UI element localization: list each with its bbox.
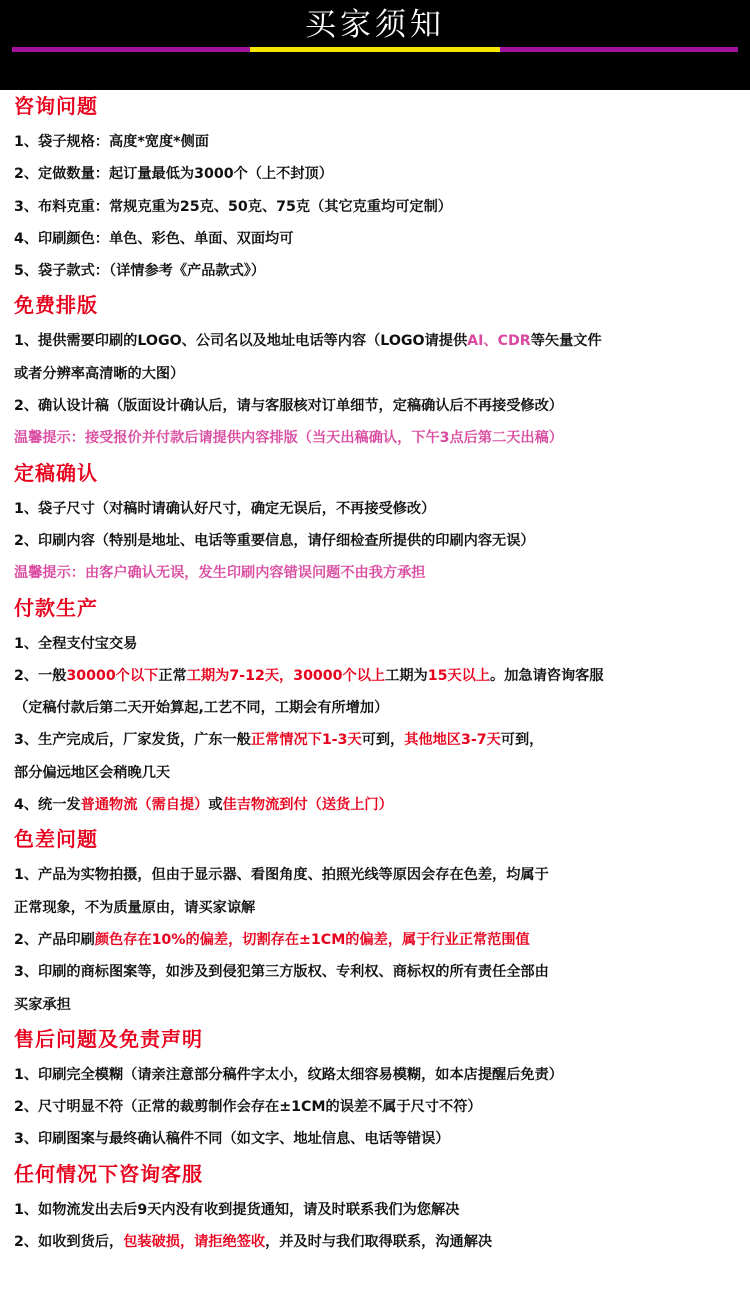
line-text: 2、印刷内容（特别是地址、电话等重要信息，请仔细检查所提供的印刷内容无误） [14, 532, 535, 549]
line-text: 2、一般 [14, 667, 67, 684]
notice-content [0, 92, 750, 1258]
notice-line [14, 1123, 736, 1155]
line-text: 可到， [500, 732, 544, 749]
highlight-text: 工期为7-12天，30000个以上 [186, 667, 386, 684]
notice-line [14, 924, 736, 956]
line-text: 1、印刷完全模糊（请亲注意部分稿件字太小，纹路太细容易模糊，如本店提醒后免责） [14, 1066, 563, 1083]
line-text: 2、如收到货后， [14, 1234, 124, 1251]
line-text: 1、袋子规格：高度*宽度*侧面 [14, 134, 209, 150]
section [14, 291, 736, 454]
line-text: 1、袋子尺寸（对稿时请确认好尺寸，确定无误后，不再接受修改） [14, 500, 436, 517]
notice-line [14, 956, 736, 988]
notice-line [14, 757, 736, 789]
section [14, 594, 736, 822]
line-text: 2、定做数量：起订量最低为3000个（上不封顶） [14, 166, 333, 183]
notice-line [14, 493, 736, 525]
header-divider-left [12, 47, 250, 52]
tip-line [14, 557, 736, 589]
line-text: 2、确认设计稿（版面设计确认后，请与客服核对订单细节，定稿确认后不再接受修改） [14, 398, 563, 415]
line-text: 4、统一发 [14, 797, 81, 814]
section-title: 售后问题及免责声明 [14, 1026, 203, 1051]
notice-line [14, 1091, 736, 1123]
highlight-text: AI、CDR [467, 333, 531, 350]
section [14, 1025, 736, 1156]
notice-line [14, 358, 736, 390]
section-title: 色差问题 [14, 827, 98, 852]
line-text: 3、印刷图案与最终确认稿件不同（如文字、地址信息、电话等错误） [14, 1131, 450, 1148]
notice-line [14, 892, 736, 924]
highlight-text: 包装破损，请拒绝签收 [123, 1234, 266, 1251]
notice-line [14, 789, 736, 821]
line-text: 或者分辨率高清晰的大图） [14, 365, 185, 382]
section-title: 任何情况下咨询客服 [14, 1161, 203, 1186]
highlight-text: 佳吉物流到付（送货上门） [222, 797, 393, 814]
line-text: 正常 [158, 667, 187, 684]
line-text: 3、布料克重：常规克重为25克、50克、75克（其它克重均可定制） [14, 198, 452, 215]
section-title: 付款生产 [14, 595, 98, 620]
notice-line [14, 158, 736, 190]
section [14, 825, 736, 1020]
line-text: 工期为 [385, 667, 428, 684]
page-title: 买家须知 [305, 7, 445, 43]
page-header [0, 0, 750, 90]
line-text: 3、印刷的商标图案等，如涉及到侵犯第三方版权、专利权、商标权的所有责任全部由 [14, 964, 549, 981]
notice-line [14, 390, 736, 422]
highlight-text: 普通物流（需自提） [80, 797, 209, 814]
line-text: 可到， [361, 732, 405, 749]
notice-line [14, 223, 736, 255]
highlight-text: 其他地区3-7天 [404, 732, 501, 749]
section [14, 459, 736, 590]
section-title: 免费排版 [14, 293, 98, 318]
notice-line [14, 255, 736, 287]
line-text: 部分偏远地区会稍晚几天 [14, 764, 171, 781]
header-divider-center [250, 47, 500, 52]
highlight-text: 15天以上 [427, 667, 491, 684]
notice-line [14, 1059, 736, 1091]
notice-line [14, 1226, 736, 1258]
header-divider-right [500, 47, 738, 52]
line-text: 5、袋子款式：（详情参考《产品款式》） [14, 263, 266, 280]
notice-line [14, 1194, 736, 1226]
notice-line [14, 692, 736, 724]
line-text: 买家承担 [14, 996, 71, 1013]
line-text: 1、全程支付宝交易 [14, 635, 138, 652]
line-text: ，并及时与我们取得联系，沟通解决 [265, 1234, 493, 1251]
line-text: 温馨提示：由客户确认无误，发生印刷内容错误问题不由我方承担 [14, 565, 426, 582]
line-text: 温馨提示：接受报价并付款后请提供内容排版（当天出稿确认，下午3点后第二天出稿） [14, 430, 563, 447]
notice-line [14, 660, 736, 692]
section-title: 定稿确认 [14, 460, 98, 485]
line-text: 1、提供需要印刷的LOGO、公司名以及地址电话等内容（LOGO请提供 [14, 333, 468, 350]
notice-line [14, 989, 736, 1021]
line-text: 正常现象，不为质量原由，请买家谅解 [14, 899, 256, 916]
highlight-text: 颜色存在10%的偏差，切割存在±1CM的偏差，属于行业正常范围值 [94, 931, 530, 948]
line-text: 3、生产完成后，厂家发货，广东一般 [14, 732, 251, 749]
highlight-text: 30000个以下 [66, 667, 159, 684]
notice-line [14, 525, 736, 557]
line-text: 等矢量文件 [530, 333, 602, 350]
line-text: 。加急请咨询客服 [490, 667, 604, 684]
line-text: （定稿付款后第二天开始算起,工艺不同，工期会有所增加） [14, 700, 389, 717]
notice-line [14, 325, 736, 357]
section [14, 92, 736, 287]
line-text: 1、产品为实物拍摄，但由于显示器、看图角度、拍照光线等原因会存在色差，均属于 [14, 867, 549, 884]
line-text: 或 [208, 797, 223, 814]
notice-line [14, 126, 736, 158]
section [14, 1160, 736, 1259]
line-text: 2、产品印刷 [14, 931, 95, 948]
tip-line [14, 422, 736, 454]
line-text: 1、如物流发出去后9天内没有收到提货通知，请及时联系我们为您解决 [14, 1201, 460, 1218]
notice-line [14, 859, 736, 891]
line-text: 2、尺寸明显不符（正常的裁剪制作会存在±1CM的误差不属于尺寸不符） [14, 1099, 482, 1116]
line-text: 4、印刷颜色：单色、彩色、单面、双面均可 [14, 230, 294, 247]
notice-line [14, 191, 736, 223]
notice-line [14, 724, 736, 756]
highlight-text: 正常情况下1-3天 [250, 732, 362, 749]
notice-line [14, 628, 736, 660]
section-title: 咨询问题 [14, 94, 98, 118]
